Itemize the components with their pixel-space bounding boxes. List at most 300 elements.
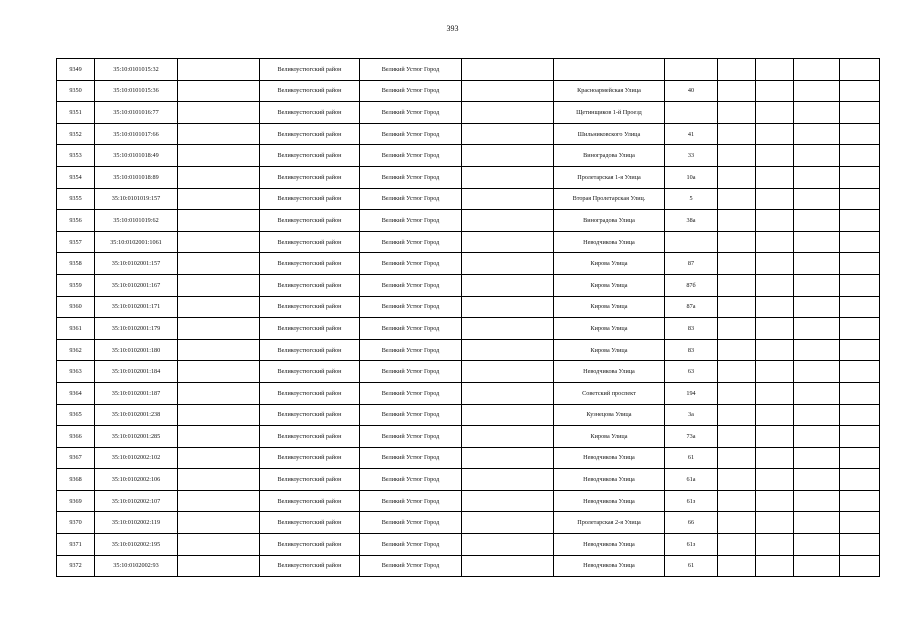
empty-cell [718, 512, 756, 534]
house-number-cell: 41 [665, 123, 718, 145]
empty-cell [840, 145, 880, 167]
district-cell: Великоустюгский район [260, 80, 360, 102]
table-row [57, 80, 880, 102]
locality-cell: Великий Устюг Город [360, 231, 462, 253]
row-number-cell: 9370 [57, 512, 95, 534]
cadastral-number-cell: 35:10:0102001:157 [95, 253, 178, 275]
empty-cell [462, 166, 554, 188]
district-cell: Великоустюгский район [260, 361, 360, 383]
street-cell: Неводчикова Улица [554, 361, 665, 383]
empty-cell [462, 426, 554, 448]
empty-cell [756, 426, 794, 448]
empty-cell [794, 59, 840, 81]
cadastral-number-cell: 35:10:0102002:93 [95, 555, 178, 577]
empty-cell [756, 188, 794, 210]
district-cell: Великоустюгский район [260, 404, 360, 426]
empty-cell [794, 447, 840, 469]
street-cell: Вторая Пролетарская Улиц. [554, 188, 665, 210]
empty-cell [756, 555, 794, 577]
row-number-cell: 9351 [57, 102, 95, 124]
house-number-cell: 66 [665, 512, 718, 534]
empty-cell [756, 512, 794, 534]
empty-cell [178, 469, 260, 491]
empty-cell [462, 382, 554, 404]
empty-cell [178, 231, 260, 253]
district-cell: Великоустюгский район [260, 123, 360, 145]
house-number-cell: 87а [665, 296, 718, 318]
empty-cell [462, 145, 554, 167]
locality-cell: Великий Устюг Город [360, 253, 462, 275]
street-cell: Неводчикова Улица [554, 447, 665, 469]
table-row [57, 361, 880, 383]
locality-cell: Великий Устюг Город [360, 166, 462, 188]
street-cell: Советский проспект [554, 382, 665, 404]
empty-cell [840, 382, 880, 404]
street-cell: Кирова Улица [554, 339, 665, 361]
house-number-cell: 61 [665, 447, 718, 469]
locality-cell: Великий Устюг Город [360, 404, 462, 426]
empty-cell [718, 274, 756, 296]
empty-cell [462, 296, 554, 318]
empty-cell [840, 469, 880, 491]
cadastral-number-cell: 35:10:0101017:66 [95, 123, 178, 145]
empty-cell [462, 318, 554, 340]
house-number-cell: 3а [665, 404, 718, 426]
street-cell: Щетинщиков 1-й Проезд [554, 102, 665, 124]
empty-cell [756, 382, 794, 404]
empty-cell [178, 339, 260, 361]
locality-cell: Великий Устюг Город [360, 534, 462, 556]
district-cell: Великоустюгский район [260, 382, 360, 404]
district-cell: Великоустюгский район [260, 210, 360, 232]
empty-cell [794, 555, 840, 577]
empty-cell [462, 274, 554, 296]
house-number-cell: 61а [665, 469, 718, 491]
empty-cell [756, 534, 794, 556]
locality-cell: Великий Устюг Город [360, 296, 462, 318]
house-number-cell [665, 231, 718, 253]
empty-cell [794, 123, 840, 145]
empty-cell [756, 80, 794, 102]
table-row [57, 231, 880, 253]
row-number-cell: 9360 [57, 296, 95, 318]
row-number-cell: 9359 [57, 274, 95, 296]
empty-cell [840, 534, 880, 556]
empty-cell [718, 231, 756, 253]
row-number-cell: 9367 [57, 447, 95, 469]
empty-cell [840, 318, 880, 340]
district-cell: Великоустюгский район [260, 253, 360, 275]
empty-cell [178, 447, 260, 469]
table-row [57, 404, 880, 426]
row-number-cell: 9366 [57, 426, 95, 448]
district-cell: Великоустюгский район [260, 469, 360, 491]
empty-cell [840, 339, 880, 361]
empty-cell [756, 59, 794, 81]
house-number-cell [665, 59, 718, 81]
empty-cell [718, 361, 756, 383]
empty-cell [178, 490, 260, 512]
locality-cell: Великий Устюг Город [360, 80, 462, 102]
empty-cell [178, 555, 260, 577]
cadastral-number-cell: 35:10:0102001:171 [95, 296, 178, 318]
empty-cell [756, 361, 794, 383]
empty-cell [794, 80, 840, 102]
empty-cell [178, 80, 260, 102]
empty-cell [718, 447, 756, 469]
locality-cell: Великий Устюг Город [360, 145, 462, 167]
locality-cell: Великий Устюг Город [360, 447, 462, 469]
street-cell: Неводчикова Улица [554, 231, 665, 253]
locality-cell: Великий Устюг Город [360, 426, 462, 448]
empty-cell [178, 123, 260, 145]
table-row [57, 188, 880, 210]
locality-cell: Великий Устюг Город [360, 339, 462, 361]
empty-cell [756, 318, 794, 340]
locality-cell: Великий Устюг Город [360, 318, 462, 340]
cadastral-number-cell: 35:10:0102002:107 [95, 490, 178, 512]
empty-cell [794, 512, 840, 534]
empty-cell [718, 555, 756, 577]
empty-cell [794, 253, 840, 275]
row-number-cell: 9349 [57, 59, 95, 81]
empty-cell [462, 555, 554, 577]
row-number-cell: 9369 [57, 490, 95, 512]
empty-cell [756, 123, 794, 145]
row-number-cell: 9357 [57, 231, 95, 253]
cadastral-number-cell: 35:10:0102001:180 [95, 339, 178, 361]
locality-cell: Великий Устюг Город [360, 555, 462, 577]
locality-cell: Великий Устюг Город [360, 274, 462, 296]
empty-cell [756, 490, 794, 512]
empty-cell [840, 123, 880, 145]
table-row [57, 145, 880, 167]
empty-cell [718, 166, 756, 188]
house-number-cell: 83 [665, 318, 718, 340]
cadastral-number-cell: 35:10:0101019:62 [95, 210, 178, 232]
empty-cell [840, 102, 880, 124]
empty-cell [718, 404, 756, 426]
empty-cell [840, 210, 880, 232]
cadastral-number-cell: 35:10:0102002:195 [95, 534, 178, 556]
street-cell: Кирова Улица [554, 296, 665, 318]
empty-cell [794, 339, 840, 361]
row-number-cell: 9358 [57, 253, 95, 275]
empty-cell [840, 80, 880, 102]
cadastral-number-cell: 35:10:0102001:238 [95, 404, 178, 426]
empty-cell [718, 426, 756, 448]
cadastral-number-cell: 35:10:0102001:179 [95, 318, 178, 340]
locality-cell: Великий Устюг Город [360, 361, 462, 383]
row-number-cell: 9354 [57, 166, 95, 188]
empty-cell [718, 382, 756, 404]
empty-cell [840, 231, 880, 253]
empty-cell [756, 469, 794, 491]
cadastral-number-cell: 35:10:0102001:1061 [95, 231, 178, 253]
empty-cell [756, 210, 794, 232]
empty-cell [718, 490, 756, 512]
district-cell: Великоустюгский район [260, 426, 360, 448]
locality-cell: Великий Устюг Город [360, 469, 462, 491]
empty-cell [178, 145, 260, 167]
empty-cell [462, 361, 554, 383]
cadastral-number-cell: 35:10:0101015:36 [95, 80, 178, 102]
empty-cell [794, 102, 840, 124]
district-cell: Великоустюгский район [260, 145, 360, 167]
empty-cell [840, 188, 880, 210]
house-number-cell [665, 102, 718, 124]
district-cell: Великоустюгский район [260, 296, 360, 318]
empty-cell [462, 404, 554, 426]
empty-cell [718, 102, 756, 124]
street-cell: Неводчикова Улица [554, 534, 665, 556]
empty-cell [840, 490, 880, 512]
row-number-cell: 9361 [57, 318, 95, 340]
table-row [57, 512, 880, 534]
table-row [57, 447, 880, 469]
empty-cell [794, 145, 840, 167]
street-cell: Виноградова Улица [554, 145, 665, 167]
empty-cell [462, 80, 554, 102]
row-number-cell: 9363 [57, 361, 95, 383]
empty-cell [462, 447, 554, 469]
empty-cell [756, 447, 794, 469]
table-row [57, 469, 880, 491]
row-number-cell: 9350 [57, 80, 95, 102]
locality-cell: Великий Устюг Город [360, 123, 462, 145]
street-cell: Неводчикова Улица [554, 490, 665, 512]
table-row [57, 296, 880, 318]
empty-cell [840, 253, 880, 275]
table-row [57, 59, 880, 81]
street-cell: Пролетарская 1-я Улица [554, 166, 665, 188]
empty-cell [840, 296, 880, 318]
empty-cell [178, 382, 260, 404]
cadastral-number-cell: 35:10:0102002:106 [95, 469, 178, 491]
row-number-cell: 9353 [57, 145, 95, 167]
empty-cell [794, 274, 840, 296]
row-number-cell: 9364 [57, 382, 95, 404]
empty-cell [462, 512, 554, 534]
locality-cell: Великий Устюг Город [360, 490, 462, 512]
locality-cell: Великий Устюг Город [360, 102, 462, 124]
district-cell: Великоустюгский район [260, 231, 360, 253]
cadastral-number-cell: 35:10:0102001:184 [95, 361, 178, 383]
cadastral-number-cell: 35:10:0101019:157 [95, 188, 178, 210]
empty-cell [794, 534, 840, 556]
empty-cell [840, 361, 880, 383]
cadastral-number-cell: 35:10:0102002:119 [95, 512, 178, 534]
district-cell: Великоустюгский район [260, 102, 360, 124]
house-number-cell: 87б [665, 274, 718, 296]
cadastral-number-cell: 35:10:0101015:32 [95, 59, 178, 81]
house-number-cell: 63 [665, 361, 718, 383]
empty-cell [462, 490, 554, 512]
empty-cell [794, 382, 840, 404]
empty-cell [756, 296, 794, 318]
district-cell: Великоустюгский район [260, 490, 360, 512]
table-row [57, 555, 880, 577]
table-row [57, 253, 880, 275]
row-number-cell: 9365 [57, 404, 95, 426]
street-cell: Кузнецова Улица [554, 404, 665, 426]
empty-cell [718, 534, 756, 556]
street-cell: Кирова Улица [554, 253, 665, 275]
empty-cell [178, 210, 260, 232]
empty-cell [718, 296, 756, 318]
house-number-cell: 61з [665, 490, 718, 512]
empty-cell [756, 145, 794, 167]
district-cell: Великоустюгский район [260, 447, 360, 469]
row-number-cell: 9355 [57, 188, 95, 210]
empty-cell [756, 253, 794, 275]
empty-cell [462, 231, 554, 253]
empty-cell [840, 274, 880, 296]
registry-table [56, 58, 880, 577]
house-number-cell: 38а [665, 210, 718, 232]
table-row [57, 102, 880, 124]
table-row [57, 166, 880, 188]
empty-cell [462, 339, 554, 361]
cadastral-number-cell: 35:10:0102002:102 [95, 447, 178, 469]
house-number-cell: 87 [665, 253, 718, 275]
locality-cell: Великий Устюг Город [360, 512, 462, 534]
table-row [57, 490, 880, 512]
empty-cell [462, 188, 554, 210]
empty-cell [756, 102, 794, 124]
row-number-cell: 9368 [57, 469, 95, 491]
house-number-cell: 33 [665, 145, 718, 167]
street-cell: Неводчикова Улица [554, 469, 665, 491]
empty-cell [756, 166, 794, 188]
empty-cell [178, 426, 260, 448]
empty-cell [178, 318, 260, 340]
cadastral-number-cell: 35:10:0102001:167 [95, 274, 178, 296]
table-row [57, 339, 880, 361]
house-number-cell: 5 [665, 188, 718, 210]
empty-cell [178, 296, 260, 318]
district-cell: Великоустюгский район [260, 512, 360, 534]
house-number-cell: 83 [665, 339, 718, 361]
house-number-cell: 10а [665, 166, 718, 188]
empty-cell [794, 188, 840, 210]
empty-cell [840, 404, 880, 426]
table-row [57, 210, 880, 232]
house-number-cell: 61з [665, 534, 718, 556]
house-number-cell: 40 [665, 80, 718, 102]
street-cell: Пролетарская 2-я Улица [554, 512, 665, 534]
locality-cell: Великий Устюг Город [360, 188, 462, 210]
house-number-cell: 73а [665, 426, 718, 448]
empty-cell [840, 447, 880, 469]
empty-cell [794, 296, 840, 318]
empty-cell [178, 534, 260, 556]
empty-cell [718, 123, 756, 145]
locality-cell: Великий Устюг Город [360, 382, 462, 404]
row-number-cell: 9356 [57, 210, 95, 232]
row-number-cell: 9362 [57, 339, 95, 361]
empty-cell [756, 339, 794, 361]
table-row [57, 274, 880, 296]
empty-cell [840, 512, 880, 534]
row-number-cell: 9352 [57, 123, 95, 145]
page-number: 393 [446, 24, 459, 33]
empty-cell [462, 469, 554, 491]
house-number-cell: 194 [665, 382, 718, 404]
empty-cell [794, 231, 840, 253]
empty-cell [794, 361, 840, 383]
table-row [57, 123, 880, 145]
street-cell: Кирова Улица [554, 318, 665, 340]
street-cell [554, 59, 665, 81]
empty-cell [794, 469, 840, 491]
empty-cell [178, 102, 260, 124]
district-cell: Великоустюгский район [260, 318, 360, 340]
empty-cell [718, 318, 756, 340]
cadastral-number-cell: 35:10:0102001:187 [95, 382, 178, 404]
empty-cell [178, 59, 260, 81]
street-cell: Кирова Улица [554, 274, 665, 296]
empty-cell [756, 404, 794, 426]
locality-cell: Великий Устюг Город [360, 59, 462, 81]
street-cell: Неводчикова Улица [554, 555, 665, 577]
empty-cell [794, 404, 840, 426]
empty-cell [178, 188, 260, 210]
empty-cell [462, 210, 554, 232]
empty-cell [840, 426, 880, 448]
empty-cell [794, 318, 840, 340]
street-cell: Шильниковского Улица [554, 123, 665, 145]
house-number-cell: 61 [665, 555, 718, 577]
empty-cell [756, 274, 794, 296]
table-row [57, 426, 880, 448]
empty-cell [718, 188, 756, 210]
empty-cell [178, 253, 260, 275]
empty-cell [718, 253, 756, 275]
empty-cell [178, 361, 260, 383]
empty-cell [178, 166, 260, 188]
empty-cell [462, 123, 554, 145]
empty-cell [178, 404, 260, 426]
row-number-cell: 9371 [57, 534, 95, 556]
empty-cell [462, 59, 554, 81]
empty-cell [718, 145, 756, 167]
empty-cell [462, 253, 554, 275]
empty-cell [718, 339, 756, 361]
table-row [57, 318, 880, 340]
empty-cell [462, 534, 554, 556]
street-cell: Кирова Улица [554, 426, 665, 448]
empty-cell [794, 210, 840, 232]
cadastral-number-cell: 35:10:0102001:285 [95, 426, 178, 448]
district-cell: Великоустюгский район [260, 59, 360, 81]
empty-cell [840, 59, 880, 81]
district-cell: Великоустюгский район [260, 274, 360, 296]
empty-cell [794, 166, 840, 188]
table-row [57, 534, 880, 556]
empty-cell [756, 231, 794, 253]
empty-cell [178, 512, 260, 534]
empty-cell [462, 102, 554, 124]
empty-cell [178, 274, 260, 296]
empty-cell [718, 210, 756, 232]
district-cell: Великоустюгский район [260, 166, 360, 188]
row-number-cell: 9372 [57, 555, 95, 577]
street-cell: Красноармейская Улица [554, 80, 665, 102]
cadastral-number-cell: 35:10:0101018:89 [95, 166, 178, 188]
empty-cell [794, 490, 840, 512]
street-cell: Виноградова Улица [554, 210, 665, 232]
